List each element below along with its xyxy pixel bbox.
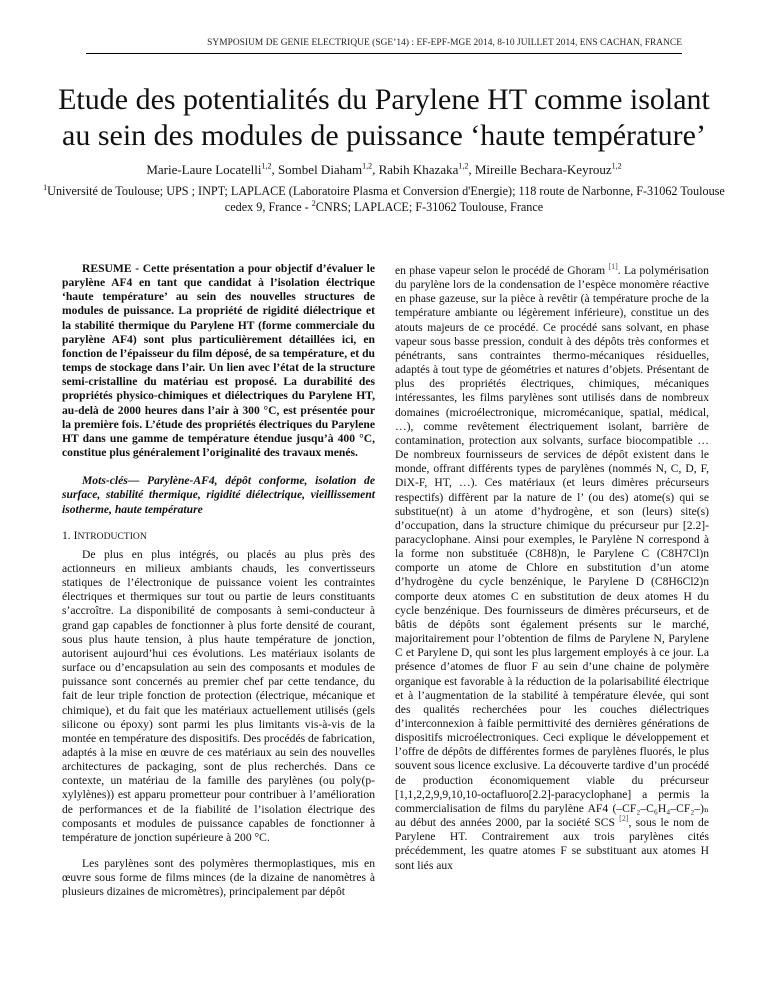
- body-text: , sous le nom de Parylene HT. Contrairement aux trois parylènes cités précédemment, les quatre atomes F se substituant aux atomes H sont liés aux: [395, 816, 710, 872]
- author-affiliation: 1,2: [458, 161, 469, 171]
- right-column: [395, 264, 709, 885]
- intro-paragraph-continued: [395, 264, 709, 873]
- abstract: RESUME - Cette présentation a pour objectif d’évaluer le parylène AF4 en tant que candidat à l’isolation électrique ‘haute température’ au sein des nouvelles structures de modules de puissance. La propriété de rigidité diélectrique et la stabilité thermique du Parylene HT (forme commerciale du parylène AF4) sont plus particulièrement détaillées ici, en fonction de l’épaisseur du film déposé, de sa température, et du temps de stockage dans l’air. Un lien avec l’état de la structure semi-cristalline du matériau est proposé. La durabilité des propriétés physico-chimiques et diélectriques du Parylene HT, au-delà de 2000 heures dans l’air à 300 °C, est présentée pour la première fois. L’étude des propriétés électriques du Parylene HT dans une gamme de température étendue jusqu’à 400 °C, constitue plus généralement l’originalité des travaux menés.: [62, 262, 375, 460]
- body-text: . La polymérisation du parylène lors de la condensation de l’espèce monomère réactive en phase gazeuse, sur la pièce à revêtir (à température proche de la température ambiante ou légèrement inférieure), constitue un des atouts majeurs de ce procédé. Ce procédé sans solvant, en phase vapeur sous basse pression, conduit à des dépôts très conformes et pénétrants, sans contraintes thermo-mécaniques résiduelles, adaptés à tout type de géométries et natures d’objets. Présentant de plus des propriétés électriques, chimiques, mécaniques intéressantes, les films parylènes sont utilisés dans de nombreux domaines (microélectronique, micromécanique, spatial, médical, …), comme revêtement électriquement isolant, barrière de contamination, protection aux solvants, surface biocompatible … De nombreux fournisseurs de services de dépôt existent dans le monde, offrant différents types de parylènes (nommés N, C, D, F, DiX-F, HT, …). Ces matériaux (et leurs dimères précurseurs respectifs) diffèrent par la nature de l’ (ou des) atome(s) qui se substitue(nt) à un atome d’hydrogène, et son (leurs) site(s) d’occupation, dans la structure chimique du précurseur pur [2.2]-paracyclophane. Ainsi pour exemples, le Parylène N correspond à la forme non substituée (C8H8)n, le Parylene C (C8H7Cl)n comporte un atome de Chlore en substitution d’un atome d’hydrogène du cycle benzénique, le Parylene D (C8H6Cl2)n comporte deux atomes C en substitution de deux atomes H du cycle benzénique. Des fournisseurs de dimères précurseurs, et de bâtis de dépôts sont également présents sur le marché, majoritairement pour l’obtention de films de Parylene N, Parylene C et Parylene D, qui sont les plus largement employés à ce jour. La présence d’atomes de fluor F au sein d’une chaine de polymère organique est favorable à la réduction de la polarisabilité électrique et à l’augmentation de la stabilité à température élevée, qui sont des qualités recherchées pour les couches diélectriques d’interconnexion à faible permittivité des dernières générations de dispositifs microélectroniques. Ceci explique le développement et l’offre de dépôts de différentes formes de parylènes fluorés, le plus souvent sous licence exclusive. La découverte tardive d’un procédé de production économiquement viable du précurseur [1,1,2,2,9,9,10,10-octafluoro[2.2]-paracyclophane] a permis la commercialisation de films du parylène AF4 (–CF₂–C₆H₄–CF₂–)ₙ au début des années 2000, par la société SCS: [395, 264, 709, 830]
- author-name: Mireille Bechara-Keyrouz: [474, 162, 612, 177]
- left-column: [62, 262, 375, 912]
- running-head: SYMPOSIUM DE GENIE ELECTRIQUE (SGE’14) : EF-EPF-MGE 2014, 8-10 JUILLET 2014, ENS CACHAN, FRANCE: [207, 38, 682, 48]
- keywords: Mots-clés— Parylène-AF4, dépôt conforme, isolation de surface, stabilité thermique, rigidité diélectrique, vieillissement isotherme, haute température: [62, 474, 375, 516]
- intro-paragraph-2: Les parylènes sont des polymères thermoplastiques, mis en œuvre sous forme de films minces (de la dizaine de nanomètres à plusieurs dizaines de micromètres), principalement par dépôt: [62, 857, 375, 899]
- title-line-1: Etude des potentialités du Parylene HT comme isolant: [58, 83, 710, 116]
- paper-title: [40, 82, 728, 154]
- section-heading-initial: I: [73, 528, 78, 542]
- author-affiliation: 1,2: [611, 161, 622, 171]
- author-affiliation: 1,2: [362, 161, 373, 171]
- section-heading: [62, 529, 375, 544]
- intro-paragraph-1: De plus en plus intégrés, ou placés au plus près des actionneurs en milieux ambiants chauds, les convertisseurs statiques de l’électronique de puissance voient les contraintes électriques et thermiques sur tout ou partie de leurs constituants s’accroître. La disponibilité de composants à semi-conducteur à grand gap capables de fonctionner à plus forte densité de courant, sous plus haute tension, à plus haute température de jonction, autorisent aujourd’hui ces évolutions. Les matériaux isolants de surface ou d’encapsulation au sein des composants et modules de puissance sont concernés au premier chef par cette tendance, du fait de leur triple fonction de protection (électrique, mécanique et chimique), et du fait que les matériaux actuellement utilisés (gels silicone ou époxy) sont parmi les plus limitants vis-à-vis de la montée en température des dispositifs. Des procédés de fabrication, adaptés à la mise en œuvre de ces matériaux au sein des nouvelles architectures de packaging, sont de plus recherchés. Dans ce contexte, un matériau de la famille des parylènes (ou poly(p-xylylènes)) est apparu prometteur pour contribuer à l’amélioration de performances et de la fiabilité de l’isolation électrique des composants et modules de puissance capables de fonctionner à température de jonction supérieure à 200 °C.: [62, 547, 375, 844]
- affiliation-1: Université de Toulouse; UPS ; INPT; LAPLACE (Laboratoire Plasma et Conversion d'Energie); 118 route de Narbonne, F-31062 Toulouse cedex 9, France -: [47, 184, 725, 214]
- affiliation-number: 1: [43, 182, 48, 192]
- affiliations: [40, 183, 728, 215]
- author-list: Marie-Laure Locatelli$^{1,2}$, Sombel Diaham$^{1,2}$, Rabih Khazaka$^{1,2}$, Mireille Bechara-Keyrouz$^{1,2}$: [146, 161, 622, 177]
- citation-ref[interactable]: [2]: [619, 814, 629, 824]
- section-heading-rest: NTRODUCTION: [77, 530, 147, 542]
- author-affiliation: 1,2: [261, 161, 272, 171]
- title-line-2: au sein des modules de puissance ‘haute température’: [62, 119, 706, 152]
- author-name: Sombel Diaham: [277, 162, 363, 177]
- affiliation-number: 2: [311, 198, 316, 208]
- header-rule: [86, 53, 682, 54]
- author-name: Rabih Khazaka: [378, 162, 459, 177]
- body-text: en phase vapeur selon le procédé de Ghoram: [395, 264, 609, 277]
- citation-ref[interactable]: [1]: [608, 262, 618, 272]
- affiliation-2: CNRS; LAPLACE; F-31062 Toulouse, France: [315, 200, 544, 214]
- author-name: Marie-Laure Locatelli: [146, 162, 262, 177]
- section-number: 1.: [62, 528, 74, 542]
